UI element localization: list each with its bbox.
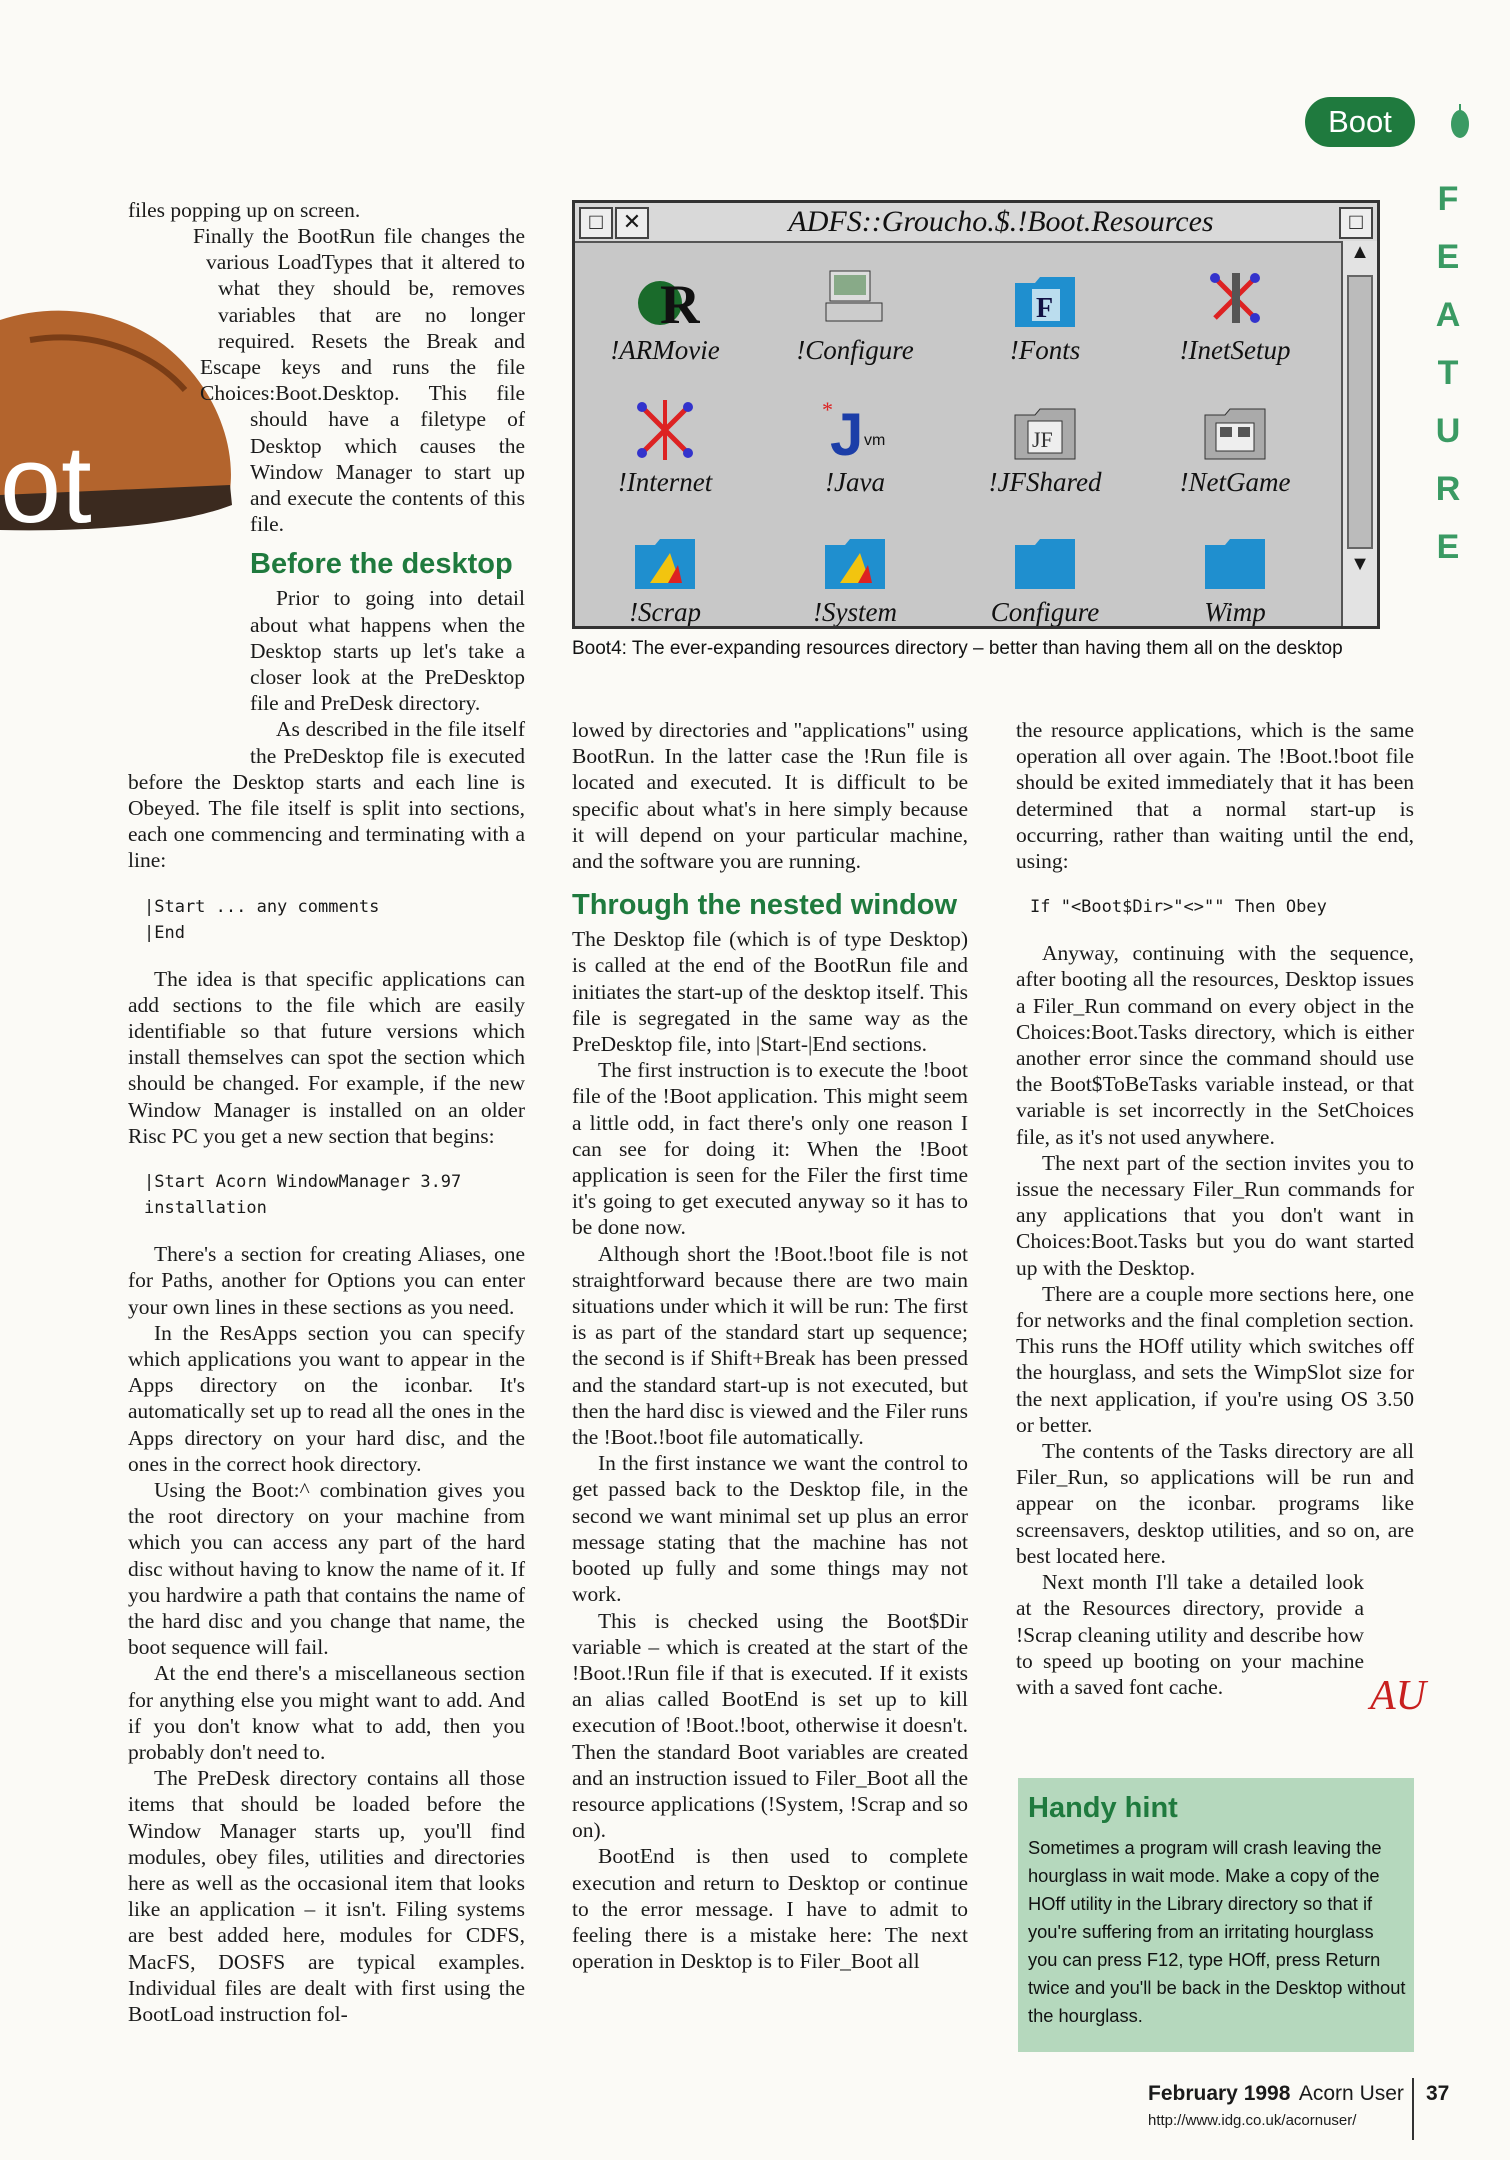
paragraph: This is checked using the Boot$Dir variable – which is created at the start of the !Boot.!Run file if that is executed. If it exists an alias called BootEnd is set up to kill execution of !Boot.!boot, otherwise it doesn't. Then the standard Boot variables are created and an instruction issued to Filer_Boot all the resource applications (!System, !Scrap and so on). (572, 1608, 968, 1843)
acorn-icon (1448, 100, 1472, 144)
fonts-icon[interactable]: F !Fonts (955, 253, 1135, 367)
heading-through-the-nested-window: Through the nested window (572, 889, 958, 922)
vertical-scrollbar[interactable] (1341, 241, 1377, 626)
paragraph: The Desktop file (which is of type Desktop) is called at the end of the BootRun file and initiates the start-up of the desktop itself. This file is segregated in the same way as the PreDesktop file, into |Start-|End sections. (572, 927, 968, 1057)
paragraph: The idea is that specific applications can add sections to the file which are easily identifiable so that future versions which install themselves can spot the section which should be changed. For example, if the new Window Manager is installed on an older Risc PC you get a new section that begins: (128, 966, 525, 1148)
column-2 (572, 717, 968, 1974)
page-footer (1148, 2082, 1404, 2129)
footer-divider (1412, 2078, 1414, 2140)
svg-text:F: F (1036, 293, 1054, 324)
svg-text:JF: JF (1032, 427, 1053, 452)
footer-url[interactable]: http://www.idg.co.uk/acornuser/ (1148, 2112, 1357, 2129)
paragraph: The first instruction is to execute the !boot file of the !Boot application. This might seem a little odd, in fact there's only one reason I can see for doing it: When the !Boot application is seen for the Filer the first time it's going to get executed anyway so it has to be done now. (572, 1058, 968, 1240)
footer-magazine: Acorn User (1298, 2082, 1404, 2105)
handy-hint-box (1018, 1778, 1414, 2052)
scrap-icon[interactable]: !Scrap (575, 515, 755, 629)
scroll-thumb[interactable] (1347, 275, 1373, 549)
armovie-icon[interactable]: R !ARMovie (610, 274, 720, 365)
column-1-wrap (128, 223, 525, 2027)
hint-body: Sometimes a program will crash leaving the hourglass in wait mode. Make a copy of the HOff utility in the Library directory so that if you're suffering from an irritating hourglass you can press F12, type HOff, press Return twice and you'll be back in the Desktop without the hourglass. (1028, 1837, 1406, 2026)
svg-text:vm: vm (864, 432, 886, 449)
code-block: If "<Boot$Dir>"<>"" Then Obey (1030, 897, 1327, 918)
footer-date: February 1998 (1148, 2082, 1291, 2105)
paragraph: Next month I'll take a detailed look at the Resources directory, provide a !Scrap cleaning utility and describe how to speed up booting on your machine with a saved font cache. (1016, 1570, 1364, 1699)
system-icon[interactable]: !System (765, 515, 945, 629)
svg-text:J: J (830, 401, 864, 465)
scroll-down-icon[interactable]: ▼ (1350, 553, 1370, 575)
paragraph: lowed by directories and "applications" using BootRun. In the latter case the !Run file is located and executed. It is difficult to be specific about what's in here simply because it will depend on your particular machine, and the software you are running. (572, 718, 968, 874)
column-1-upper (128, 197, 525, 223)
paragraph: The contents of the Tasks directory are all Filer_Run, so applications will be run and appear on the iconbar. programs like screensavers, desktop utilities, and so on, are best located here. (1016, 1439, 1414, 1568)
paragraph: files popping up on screen. (128, 198, 361, 222)
paragraph: Prior to going into detail about what happens when the Desktop starts up let's take a closer look at the PreDesktop file and PreDesk directory. (250, 586, 525, 716)
wimp-folder-icon[interactable]: Wimp (1145, 515, 1325, 629)
heading-before-the-desktop: Before the desktop (250, 548, 513, 581)
configure-icon[interactable]: !Configure (765, 253, 945, 367)
java-icon[interactable]: J * vm !Java (822, 397, 886, 497)
paragraph: Although short the !Boot.!boot file is not straightforward because there are two main situations under which it will be run: The first is as part of the standard start up sequence; the second is if Shift+Break has been pressed and the standard start-up is not executed, but then the hard disc is viewed and the Filer runs the !Boot.!boot file automatically. (572, 1241, 968, 1450)
paragraph: Anyway, continuing with the sequence, after booting all the resources, Desktop issues a Filer_Run command on every object in the Choices:Boot.Tasks directory, which is either another error since the command should use the Boot$ToBeTasks variable instead, or that variable is set incorrectly in the SetChoices file, as it's not used anywhere. (1016, 941, 1414, 1149)
paragraph: The next part of the section invites you to issue the necessary Filer_Run commands for any applications that you don't want in Choices:Boot.Tasks but you do want started up with the Desktop. (1016, 1150, 1414, 1280)
paragraph: Finally the BootRun file changes the various LoadTypes that it altered to what they should be, removes variables that are no longer required. Resets the Break and Escape keys and runs the file Choices:Boot.Desktop. This file should have a filetype of Desktop which causes the Window Manager to start up and execute the contents of this file. (192, 224, 525, 537)
section-tab: Boot (1305, 97, 1415, 147)
paragraph: In the ResApps section you can specify which applications you want to appear in the Apps directory on the iconbar. It's automatically set up to read all the ones in the Apps directory on your hard disc, and the ones in the correct hook directory. (128, 1320, 525, 1476)
figure-caption: Boot4: The ever-expanding resources directory – better than having them all on the desktop (572, 638, 1343, 659)
close-icon[interactable]: ✕ (615, 207, 649, 239)
toggle-size-icon[interactable]: □ (1339, 207, 1373, 239)
column-3 (1016, 717, 1414, 1700)
internet-icon[interactable]: !Internet (575, 385, 755, 499)
code-block: |Start Acorn WindowManager 3.97 installation (144, 1172, 462, 1219)
back-icon[interactable]: □ (579, 207, 613, 239)
paragraph: At the end there's a miscellaneous section for anything else you might want to add. And if you don't know what to add, then you probably don't need to. (128, 1661, 525, 1764)
svg-text:*: * (822, 397, 833, 422)
paragraph: As described in the file itself the PreDesktop file is executed before the Desktop starts and each line is Obeyed. The file itself is split into sections, each one commencing and terminating with a line: (128, 717, 525, 873)
paragraph: The PreDesk directory contains all those items that should be loaded before the Window Manager starts up, you'll find modules, obey files, utilities and directories here as well as the occasional item that looks like an application – it isn't. Filing systems are best added here, modules for CDFS, MacFS, DOSFS are typical examples. Individual files are dealt with first using the BootLoad instruction fol- (128, 1766, 525, 2026)
netgame-icon[interactable]: !NetGame (1145, 385, 1325, 499)
paragraph: In the first instance we want the control to get passed back to the Desktop file, in the second we want minimal set up plus an error message stating that the machine has not booted up fully and some things may not work. (572, 1451, 968, 1607)
window-title-bar (575, 203, 1377, 243)
paragraph: BootEnd is then used to complete execution and return to Desktop or continue to the error message. I have to admit to feeling there is a mistake here: The next operation in Desktop is to Filer_Boot all (572, 1844, 968, 1974)
jfshared-icon[interactable]: JF !JFShared (955, 385, 1135, 499)
end-mark-logo: AU (1370, 1673, 1426, 1719)
configure-folder-icon[interactable]: Configure (955, 515, 1135, 629)
hint-title: Handy hint (1028, 1792, 1178, 1824)
inetsetup-icon[interactable]: !InetSetup (1145, 253, 1325, 367)
paragraph: There's a section for creating Aliases, one for Paths, another for Options you can enter your own lines in these sections as you need. (128, 1242, 525, 1319)
svg-text:R: R (660, 274, 700, 333)
feature-vertical-label: F E A T U R E (1435, 180, 1461, 566)
code-block: |Start ... any comments |End (144, 896, 380, 943)
paragraph: the resource applications, which is the same operation all over again. The !Boot.!boot file should be exited immediately that it has been determined that a normal start-up is occurring, rather than waiting until the end, using: (1016, 718, 1414, 874)
paragraph: Using the Boot:^ combination gives you the root directory on your machine from which you can access any part of the hard disc without having to know the name of it. If you hardwire a path that contains the name of the hard disc and you change that name, the boot sequence will fail. (128, 1477, 525, 1660)
page-number: 37 (1426, 2082, 1450, 2105)
boot-title-fragment: ot (0, 423, 92, 546)
scroll-up-icon[interactable]: ▲ (1350, 241, 1370, 263)
window-title: ADFS::Groucho.$.!Boot.Resources (788, 205, 1214, 238)
filer-window (572, 200, 1380, 629)
paragraph: There are a couple more sections here, one for networks and the final completion section. This runs the HOff utility which switches off the hourglass, and sets the WimpSlot size for the next application, if you're using OS 3.50 or better. (1016, 1281, 1414, 1437)
